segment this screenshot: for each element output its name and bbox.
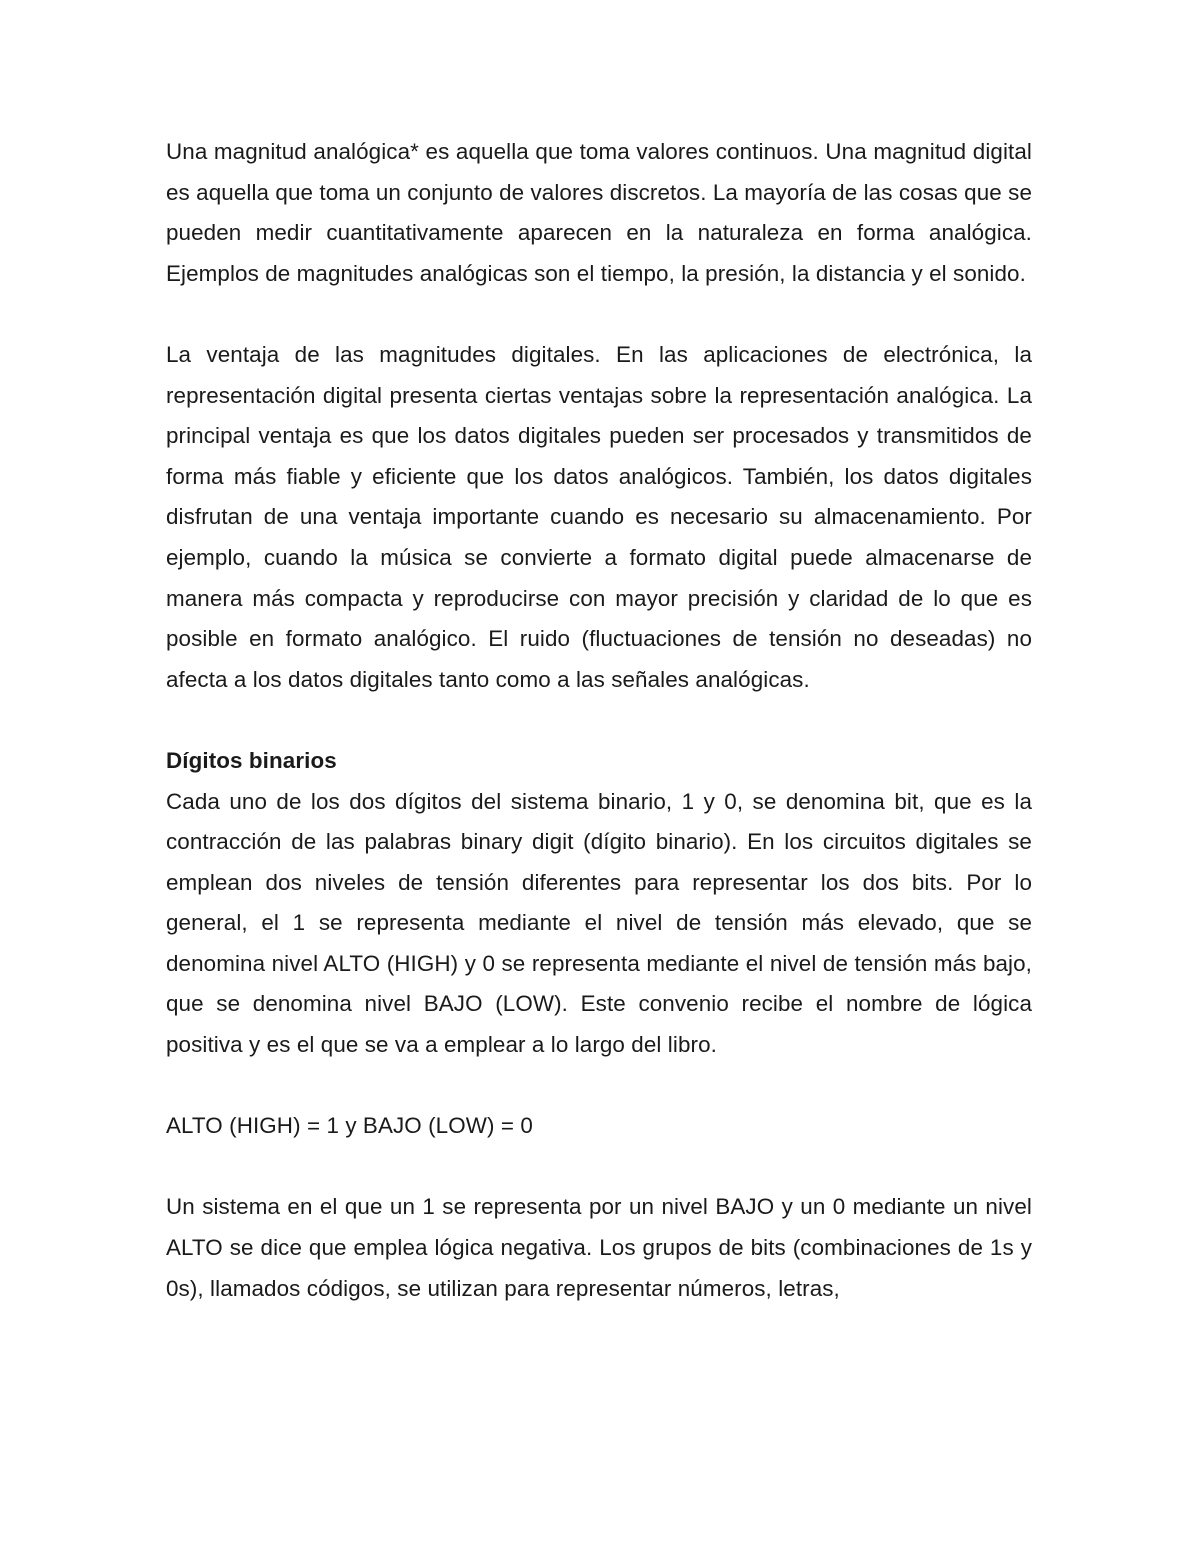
section-heading-binary-digits: Dígitos binarios [166,747,337,773]
paragraph-negative-logic: Un sistema en el que un 1 se representa por un nivel BAJO y un 0 mediante un nivel ALTO se dice que emplea lógica negativa. Los grupos de bits (combinaciones de 1s y 0s), llamados códigos, se utilizan para representar números, letras, [166,1194,1032,1301]
paragraph-binary-digits: Cada uno de los dos dígitos del sistema binario, 1 y 0, se denomina bit, que es la contracción de las palabras binary digit (dígito binario). En los circuitos digitales se emplean dos niveles de tensión diferentes para representar los dos bits. Por lo general, el 1 se representa mediante el nivel de tensión más elevado, que se denomina nivel ALTO (HIGH) y 0 se representa mediante el nivel de tensión más bajo, que se denomina nivel BAJO (LOW). Este convenio recibe el nombre de lógica positiva y es el que se va a emplear a lo largo del libro. [166,788,1032,1058]
document-body [166,132,1032,1350]
equation-high-low: ALTO (HIGH) = 1 y BAJO (LOW) = 0 [166,1113,533,1139]
paragraph-digital-advantage: La ventaja de las magnitudes digitales. En las aplicaciones de electrónica, la representación digital presenta ciertas ventajas sobre la representación analógica. La principal ventaja es que los datos digitales pueden ser procesados y transmitidos de forma más fiable y eficiente que los datos analógicos. También, los datos digitales disfrutan de una ventaja importante cuando es necesario su almacenamiento. Por ejemplo, cuando la música se convierte a formato digital puede almacenarse de manera más compacta y reproducirse con mayor precisión y claridad de lo que es posible en formato analógico. El ruido (fluctuaciones de tensión no deseadas) no afecta a los datos digitales tanto como a las señales analógicas. [166,341,1032,692]
paragraph-analog-magnitude: Una magnitud analógica* es aquella que toma valores continuos. Una magnitud digital es aquella que toma un conjunto de valores discretos. La mayoría de las cosas que se pueden medir cuantitativamente aparecen en la naturaleza en forma analógica. Ejemplos de magnitudes analógicas son el tiempo, la presión, la distancia y el sonido. [166,139,1032,286]
